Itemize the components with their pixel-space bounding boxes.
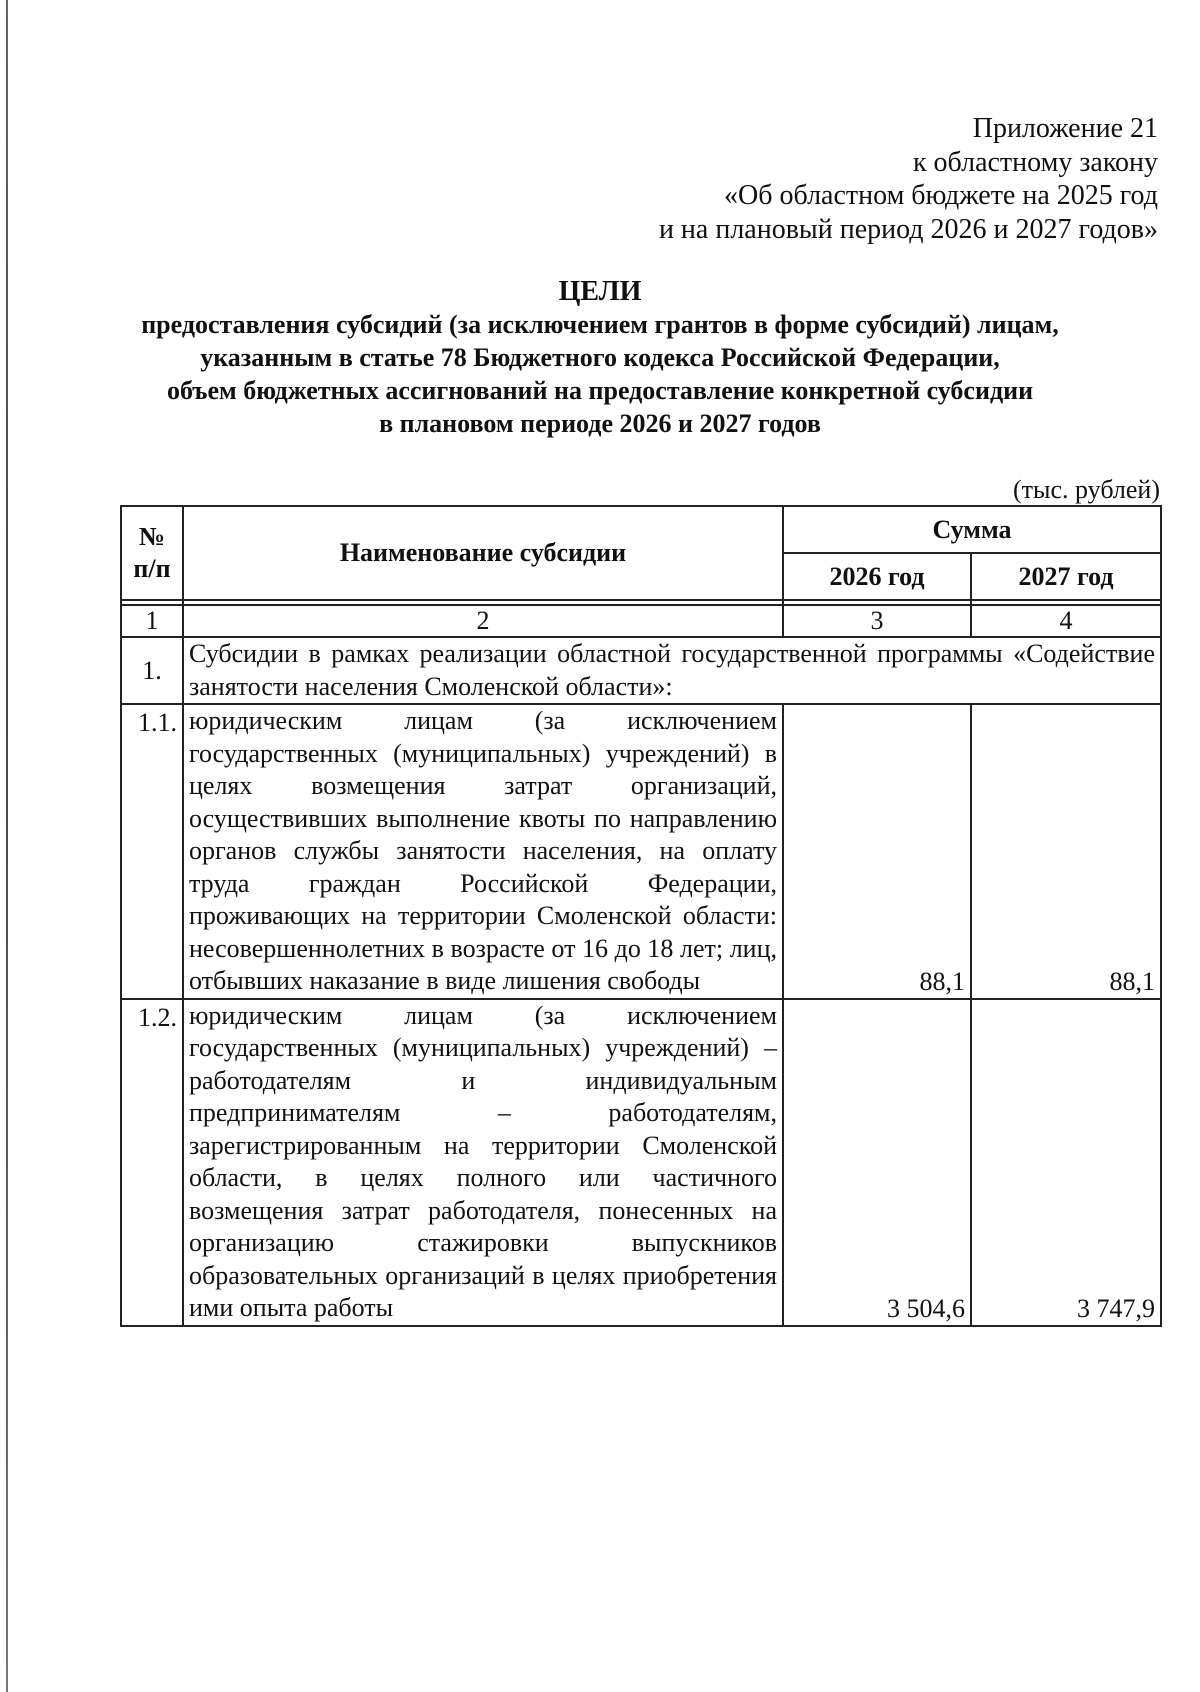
col-number-4: 4 xyxy=(971,605,1161,637)
header-name: Наименование субсидии xyxy=(183,506,783,600)
header-2026: 2026 год xyxy=(783,553,971,600)
row-num: 1. xyxy=(121,637,183,704)
row-text: Субсидии в рамках реализации областной государственной программы «Содействие занятости населения Смоленской области»: xyxy=(183,637,1161,704)
annex-line-1: Приложение 21 xyxy=(972,113,1158,144)
title-main: ЦЕЛИ xyxy=(558,276,642,307)
table-row xyxy=(121,704,1161,999)
column-number-row xyxy=(121,605,1161,637)
value-2027: 3 747,9 xyxy=(971,999,1161,1326)
title-line-2: указанным в статье 78 Бюджетного кодекса Российской Федерации, xyxy=(200,343,1000,372)
row-num: 1.2. xyxy=(121,999,183,1326)
header-num: № п/п xyxy=(121,506,183,600)
value-2027: 88,1 xyxy=(971,704,1161,999)
annex-line-4: и на плановый период 2026 и 2027 годов» xyxy=(658,213,1158,245)
row-text: юридическим лицам (за исключением государственных (муниципальных) учреждений) – работодателям и индивидуальным предпринимателям – работодателям, зарегистрированным на территории Смоленской области, в целях полного или частичного возмещения затрат работодателя, понесенных на организацию стажировки выпускников образовательных организаций в целях приобретения ими опыта работы xyxy=(183,999,783,1326)
annex-header xyxy=(659,112,1158,246)
scan-edge-line xyxy=(6,0,8,1692)
value-2026: 3 504,6 xyxy=(783,999,971,1326)
header-sum: Сумма xyxy=(783,506,1161,553)
col-number-1: 1 xyxy=(121,605,183,637)
table-row xyxy=(121,637,1161,704)
annex-line-2: к областному закону xyxy=(912,146,1158,178)
title-line-3: объем бюджетных ассигнований на предоставление конкретной субсидии xyxy=(166,376,1034,405)
document-title xyxy=(80,275,1120,440)
title-line-1: предоставления субсидий (за исключением грантов в форме субсидий) лицам, xyxy=(141,310,1059,339)
col-number-3: 3 xyxy=(783,605,971,637)
title-line-4: в плановом периоде 2026 и 2027 годов xyxy=(379,409,821,438)
row-text: юридическим лицам (за исключением государственных (муниципальных) учреждений) в целях возмещения затрат организаций, осуществивших выполнение квоты по направлению органов службы занятости населения, на оплату труда граждан Российской Федерации, проживающих на территории Смоленской области: несовершеннолетних в возрасте от 16 до 18 лет; лиц, отбывших наказание в виде лишения свободы xyxy=(183,704,783,999)
value-2026: 88,1 xyxy=(783,704,971,999)
col-number-2: 2 xyxy=(183,605,783,637)
table-row xyxy=(121,999,1161,1326)
units-label: (тыс. рублей) xyxy=(1012,475,1160,504)
subsidy-table xyxy=(120,505,1162,1327)
header-2027: 2027 год xyxy=(971,553,1161,600)
row-num: 1.1. xyxy=(121,704,183,999)
annex-line-3: «Об областном бюджете на 2025 год xyxy=(724,180,1158,211)
